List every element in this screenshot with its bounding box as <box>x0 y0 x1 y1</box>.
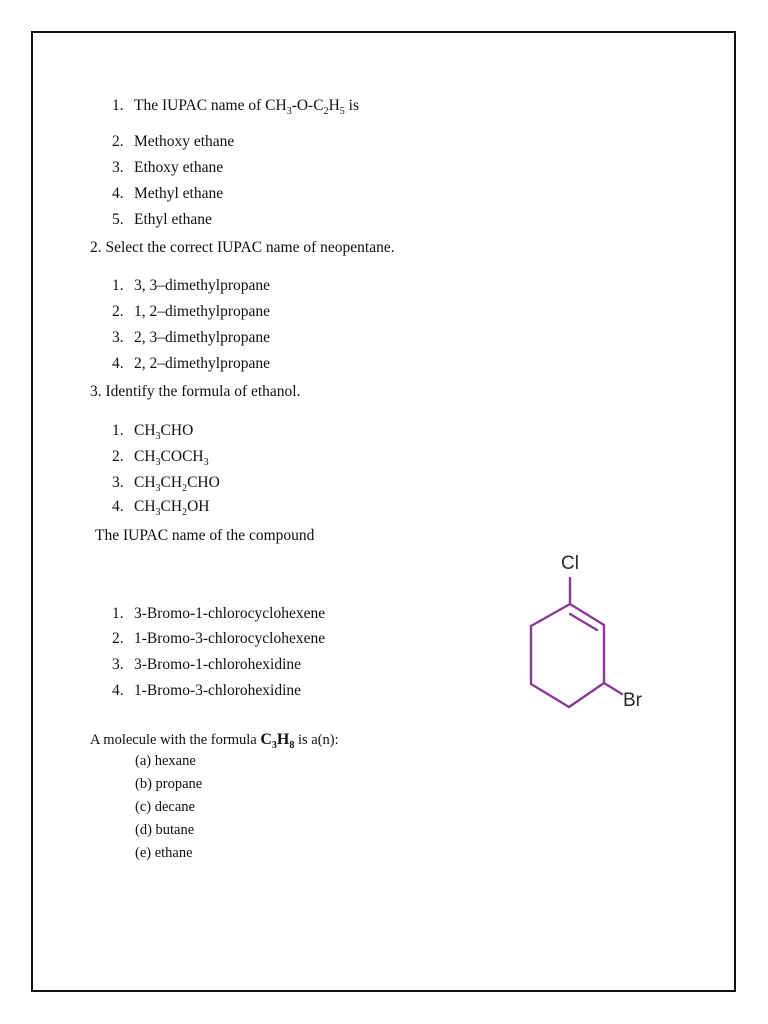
option-number: 1. <box>112 422 124 439</box>
stem-text: H <box>328 97 340 114</box>
bond-c3-br <box>604 683 622 694</box>
subscript: 2 <box>182 483 188 495</box>
formula-text: COCH <box>160 448 204 465</box>
option-item <box>112 656 301 674</box>
stem-text: is <box>344 97 359 114</box>
option-item: (c) decane <box>135 799 195 815</box>
option-number: 4. <box>112 682 124 699</box>
formula-text: CH <box>160 498 183 515</box>
option-number: 2. <box>112 133 124 150</box>
formula-text: CH <box>134 498 156 515</box>
cyclohexene-structure <box>520 548 660 718</box>
option-item <box>112 498 210 519</box>
subscript: 3 <box>271 740 277 752</box>
option-text: 2, 3–dimethylpropane <box>134 329 271 346</box>
subscript: 2 <box>182 507 188 519</box>
bond-c1-c2-double <box>570 614 597 630</box>
subscript: 3 <box>155 457 161 469</box>
formula-text: CH <box>134 448 156 465</box>
option-number: 4. <box>112 185 124 202</box>
option-item: (d) butane <box>135 822 195 838</box>
chlorine-label: Cl <box>561 553 579 574</box>
subscript: 2 <box>323 106 329 118</box>
option-item: (e) ethane <box>135 845 193 861</box>
option-text: 3-Bromo-1-chlorocyclohexene <box>134 605 326 622</box>
option-item <box>112 185 223 203</box>
question-3-stem: 3. Identify the formula of ethanol. <box>90 383 301 400</box>
option-text: 1-Bromo-3-chlorohexidine <box>134 682 302 699</box>
stem-text: A molecule with the formula <box>90 732 261 748</box>
bond-c6-c1 <box>531 604 570 626</box>
subscript: 3 <box>155 483 161 495</box>
bond-c3-c4 <box>569 683 604 707</box>
option-number: 2. <box>112 448 124 465</box>
subscript: 3 <box>203 457 209 469</box>
subscript: 3 <box>155 431 161 443</box>
formula-text: CHO <box>160 422 194 439</box>
formula <box>260 731 295 752</box>
option-number: 1. <box>112 605 124 622</box>
option-item <box>112 448 209 469</box>
option-text: 3-Bromo-1-chlorohexidine <box>134 656 302 673</box>
question-2-stem: 2. Select the correct IUPAC name of neopentane. <box>90 239 395 256</box>
option-number: 3. <box>112 656 124 673</box>
option-text: Methyl ethane <box>134 185 224 202</box>
option-text: Ethoxy ethane <box>134 159 224 176</box>
option-item <box>112 133 234 151</box>
option-item <box>112 422 194 443</box>
bond-c1-c2 <box>570 604 604 625</box>
option-number: 4. <box>112 355 124 372</box>
option-text: Methoxy ethane <box>134 133 235 150</box>
option-item <box>112 355 270 373</box>
subscript: 5 <box>339 106 345 118</box>
option-number: 3. <box>112 474 124 491</box>
bond-c4-c5 <box>531 684 569 707</box>
option-item <box>112 303 270 321</box>
subscript: 3 <box>155 507 161 519</box>
question-4-stem: The IUPAC name of the compound <box>95 527 315 544</box>
bromine-label: Br <box>623 690 642 711</box>
option-number: 2. <box>112 303 124 320</box>
option-item: (b) propane <box>135 776 203 792</box>
option-item <box>112 159 223 177</box>
formula-text: CH <box>134 474 156 491</box>
formula-text: CHO <box>187 474 220 491</box>
option-item: (a) hexane <box>135 753 196 769</box>
option-text: 3, 3–dimethylpropane <box>134 277 271 294</box>
subscript: 3 <box>286 106 292 118</box>
option-number: 2. <box>112 630 124 647</box>
option-item <box>112 682 301 700</box>
question-1-stem <box>112 97 359 118</box>
formula-text: C <box>260 731 272 748</box>
option-item <box>112 329 270 347</box>
option-number: 4. <box>112 498 124 515</box>
formula-text: OH <box>187 498 210 515</box>
option-text: 1-Bromo-3-chlorocyclohexene <box>134 630 326 647</box>
option-item <box>112 605 325 623</box>
stem-text: The IUPAC name of CH <box>134 97 287 114</box>
option-number: 3. <box>112 159 124 176</box>
option-item <box>112 630 325 648</box>
option-item <box>112 277 270 295</box>
option-item <box>112 474 220 495</box>
formula-text: H <box>276 731 290 748</box>
subscript: 8 <box>289 740 295 752</box>
option-text: 1, 2–dimethylpropane <box>134 303 271 320</box>
formula-text: CH <box>134 422 156 439</box>
stem-text: -O-C <box>291 97 324 114</box>
option-text: Ethyl ethane <box>134 211 212 228</box>
option-number: 1. <box>112 277 124 294</box>
stem-text: is a(n): <box>294 732 339 748</box>
formula-text: CH <box>160 474 183 491</box>
option-text: 2, 2–dimethylpropane <box>134 355 271 372</box>
question-1-number: 1. <box>112 97 124 114</box>
option-number: 5. <box>112 211 124 228</box>
option-number: 3. <box>112 329 124 346</box>
option-item <box>112 211 212 229</box>
question-5-stem <box>90 731 339 752</box>
